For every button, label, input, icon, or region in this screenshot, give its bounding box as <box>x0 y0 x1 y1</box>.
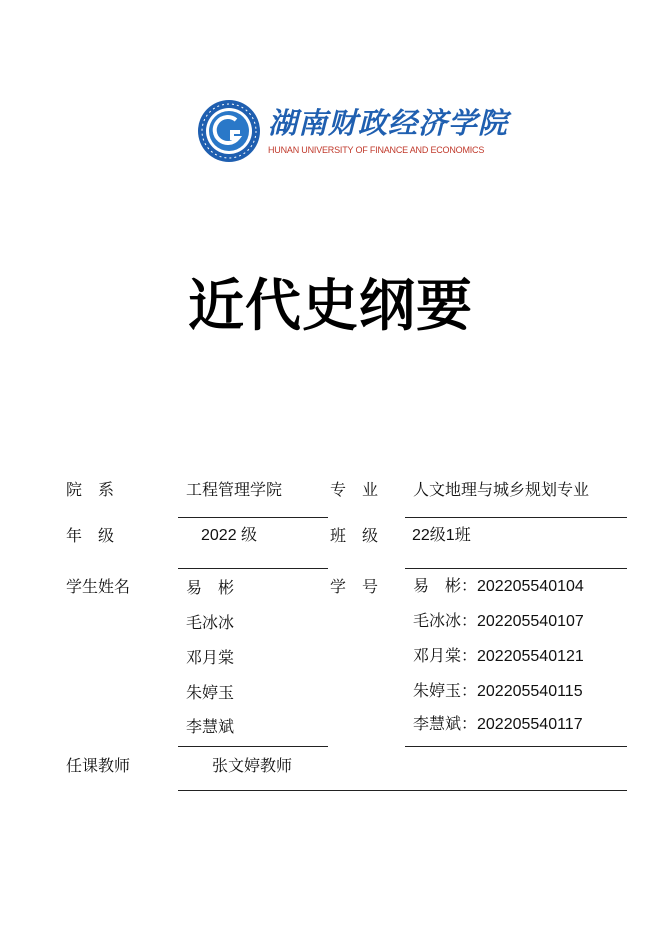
student-name: 易 彬 <box>186 578 235 597</box>
student-id-line: 邓月棠：202205540121 <box>413 648 584 665</box>
major-value: 人文地理与城乡规划专业 <box>413 480 590 499</box>
student-id-label: 学 号 <box>330 577 379 596</box>
student-id-line: 李慧斌：202205540117 <box>413 716 583 733</box>
student-name: 朱婷玉 <box>186 683 235 702</box>
document-title: 近代史纲要 <box>188 274 473 339</box>
ids-underline <box>405 746 627 747</box>
student-name: 李慧斌 <box>186 717 235 736</box>
university-logo <box>196 98 509 164</box>
department-value: 工程管理学院 <box>186 480 283 499</box>
logo-name-cn: 湖南财政经济学院 <box>268 106 509 140</box>
class-value: 22级1班 <box>412 527 471 544</box>
student-name: 邓月棠 <box>186 648 235 667</box>
student-id-line: 朱婷玉：202205540115 <box>413 683 583 700</box>
teacher-value: 张文婷教师 <box>212 756 293 775</box>
class-underline <box>405 568 627 569</box>
student-name-label: 学生姓名 <box>66 577 131 596</box>
class-label: 班 级 <box>330 526 379 545</box>
logo-name-en: HUNAN UNIVERSITY OF FINANCE AND ECONOMICS <box>268 145 485 155</box>
student-id-line: 易 彬：202205540104 <box>413 578 584 595</box>
teacher-label: 任课教师 <box>66 756 131 775</box>
students-underline <box>178 746 328 747</box>
major-label: 专 业 <box>330 480 379 499</box>
teacher-underline <box>178 790 627 791</box>
grade-value: 2022 级 <box>201 527 258 544</box>
department-underline <box>178 517 328 518</box>
university-seal-icon <box>196 98 262 164</box>
grade-label: 年 级 <box>66 526 115 545</box>
grade-underline <box>178 568 328 569</box>
department-label: 院 系 <box>66 480 115 499</box>
major-underline <box>405 517 627 518</box>
student-id-line: 毛冰冰：202205540107 <box>413 613 584 630</box>
student-name: 毛冰冰 <box>186 613 235 632</box>
